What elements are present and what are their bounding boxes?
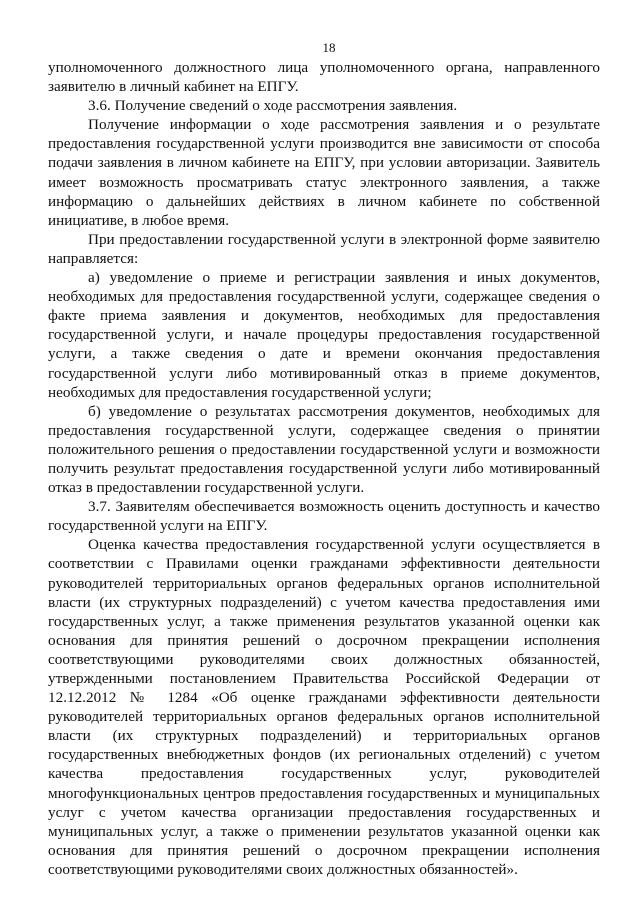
paragraph-status-info: Получение информации о ходе рассмотрения заявления и о результате предоставления государственной услуги производится вне зависимости от способа подачи заявления в личном кабинете на ЕПГУ, при условии авторизации. Заявитель имеет возможность просматривать статус электронного заявления, а также информацию о дальнейших действиях в личном кабинете по собственной инициативе, в любое время. [48, 116, 600, 229]
section-heading-3-6: 3.6. Получение сведений о ходе рассмотрения заявления. [88, 97, 458, 115]
list-item-b: б) уведомление о результатах рассмотрения документов, необходимых для предоставления государственной услуги, содержащее сведения о принятии положительного решения о предоставлении государственной услуги и возможности получить результат предоставления государственной услуги либо мотивированный отказ в предоставлении государственной услуги. [48, 402, 600, 497]
paragraph-electronic-form-intro: При предоставлении государственной услуги в электронной форме заявителю направляется: [48, 230, 600, 267]
section-heading-3-7: 3.7. Заявителям обеспечивается возможность оценить доступность и качество государственной услуги на ЕПГУ. [48, 498, 600, 535]
paragraph-quality-assessment: Оценка качества предоставления государственной услуги осуществляется в соответствии с Правилами оценки гражданами эффективности деятельности руководителей территориальных органов федеральных органов исполнительной власти (их структурных подразделений) с учетом качества предоставления ими государственных услуг, а также применения результатов указанной оценки как основания для принятия решений о досрочном прекращении исполнения соответствующими руководителями своих должностных обязанностей, утвержденными постановлением Правительства Российской Федерации от 12.12.2012 № 1284 «Об оценке гражданами эффективности деятельности руководителей территориальных органов федеральных органов исполнительной власти (их структурных подразделений) и территориальных органов государственных внебюджетных фондов (их региональных отделений) с учетом качества предоставления государственных услуг, руководителей многофункциональных центров предоставления государственных и муниципальных услуг с учетом качества организации предоставления государственных и муниципальных услуг, а также о применении результатов указанной оценки как основания для принятия решений о досрочном прекращении исполнения соответствующими руководителями своих должностных обязанностей». [48, 536, 600, 878]
paragraph-continuation: уполномоченного должностного лица уполномоченного органа, направленного заявителю в личный кабинет на ЕПГУ. [48, 59, 600, 96]
list-item-a: а) уведомление о приеме и регистрации заявления и иных документов, необходимых для предоставления государственной услуги, содержащее сведения о факте приема заявления и документов, необходимых для предоставления государственной услуги, и начале процедуры предоставления государственной услуги, а также сведения о дате и времени окончания предоставления государственной услуги либо мотивированный отказ в приеме документов, необходимых для предоставления государственной услуги; [48, 269, 600, 401]
page-number: 18 [322, 40, 336, 55]
